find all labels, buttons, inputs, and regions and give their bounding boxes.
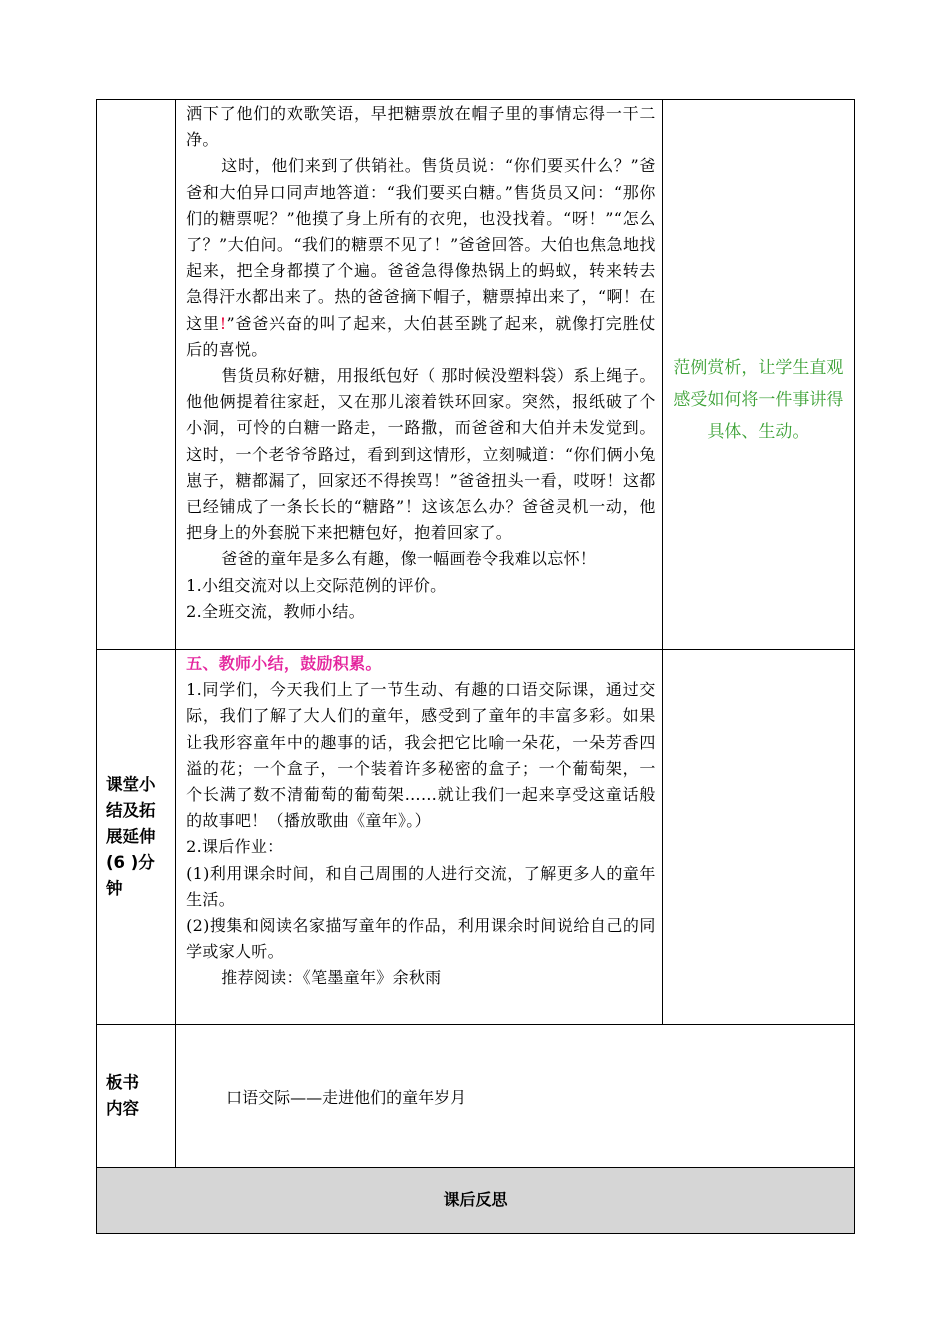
board-row xyxy=(97,1025,855,1168)
story-paragraph-2 xyxy=(186,153,656,363)
summary-paragraph-1: 1.同学们，今天我们上了一节生动、有趣的口语交际课，通过交际，我们了解了大人们的童年，感受到了童年的丰富多彩。如果让我形容童年中的趣事的话，我会把它比喻一朵花，一朵芳香四溢的花；一个盒子，一个装着许多秘密的盒子；一个葡萄架，一个长满了数不清葡萄的葡萄架……就让我们一起来享受这童话般的故事吧！（播放歌曲《童年》。） xyxy=(186,680,656,831)
board-label: 板书内容 xyxy=(106,1073,139,1118)
story-row xyxy=(97,100,855,650)
story-note-cell xyxy=(662,100,854,650)
teaching-note: 范例赏析，让学生直观感受如何将一件事讲得具体、生动。 xyxy=(673,358,844,442)
homework-item-2: (2)搜集和阅读名家描写童年的作品，利用课余时间说给自己的同学或家人听。 xyxy=(186,916,656,962)
lesson-plan-table xyxy=(96,99,855,1234)
summary-text-cell xyxy=(176,650,663,1025)
reflection-title: 课后反思 xyxy=(97,1168,855,1234)
story-text-cell xyxy=(176,100,663,650)
summary-label-cell xyxy=(97,650,176,1025)
story-paragraph-4: 爸爸的童年是多么有趣，像一幅画卷令我难以忘怀！ xyxy=(221,549,597,569)
section-heading: 五、教师小结，鼓励积累。 xyxy=(186,654,382,673)
summary-note-cell xyxy=(662,650,854,1025)
story-paragraph-2-tail: ”爸爸兴奋的叫了起来，大伯甚至跳了起来，就像打完胜仗后的喜悦。 xyxy=(186,313,656,359)
summary-label: 课堂小结及拓展延伸(6 )分钟 xyxy=(106,775,156,898)
summary-row xyxy=(97,650,855,1025)
board-label-cell xyxy=(97,1025,176,1168)
reflection-row xyxy=(97,1168,855,1234)
homework-heading: 2.课后作业： xyxy=(186,837,284,857)
recommended-reading: 推荐阅读：《笔墨童年》余秋雨 xyxy=(221,968,442,988)
step-class-discussion: 2.全班交流，教师小结。 xyxy=(186,601,365,621)
exclamation-mark: ! xyxy=(219,313,227,333)
step-group-discussion: 1.小组交流对以上交际范例的评价。 xyxy=(186,575,447,595)
story-paragraph-2-text: 这时，他们来到了供销社。售货员说：“你们要买什么？”爸爸和大伯异口同声地答道：“我们要买白糖。”售货员又问：“那你们的糖票呢？”他摸了身上所有的衣兜，也没找着。“呀！”“怎么了？”大伯问。“我们的糖票不见了！”爸爸回答。大伯也焦急地找起来，把全身都摸了个遍。爸爸急得像热锅上的蚂蚁，转来转去急得汗水都出来了。热的爸爸摘下帽子，糖票掉出来了，“啊！在这里 xyxy=(186,156,656,333)
story-paragraph-1: 洒下了他们的欢歌笑语，早把糖票放在帽子里的事情忘得一干二净。 xyxy=(186,104,656,150)
homework-item-1: (1)利用课余时间，和自己周围的人进行交流，了解更多人的童年生活。 xyxy=(186,863,656,909)
board-content: 口语交际——走进他们的童年岁月 xyxy=(226,1088,467,1107)
story-label-cell xyxy=(97,100,176,650)
board-content-cell xyxy=(176,1025,855,1168)
story-paragraph-3: 售货员称好糖，用报纸包好（ 那时候没塑料袋）系上绳子。他他俩提着往家赶，又在那儿滚着铁环回家。突然，报纸破了个小洞，可怜的白糖一路走，一路撒，而爸爸和大伯并未发觉到。这时，一个老爷爷路过，看到到这情形，立刻喊道：“你们俩小兔崽子，糖都漏了，回家还不得挨骂！”爸爸扭头一看，哎呀！这都已经铺成了一条长长的“糖路”！这该怎么办？爸爸灵机一动，他把身上的外套脱下来把糖包好，抱着回家了。 xyxy=(186,366,656,543)
